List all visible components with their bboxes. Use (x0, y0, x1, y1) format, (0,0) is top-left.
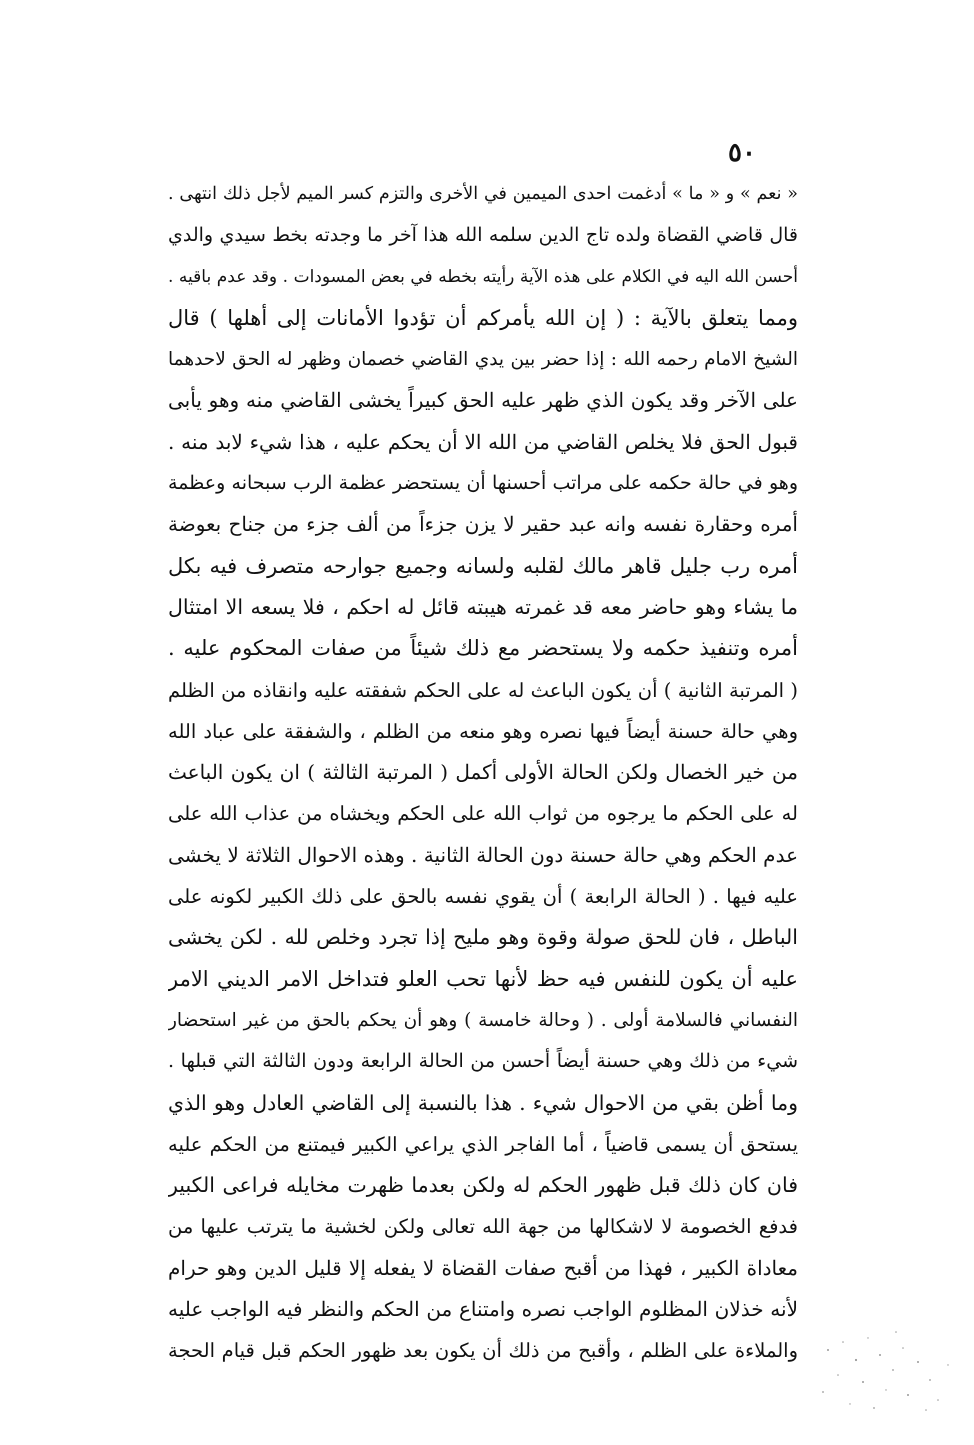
text-line: ما يشاء وهو حاضر معه قد غمرته هيبته قائل له احكم ، فلا يسعه الا امتثال (168, 594, 798, 619)
text-line: ومما يتعلق بالآية : ( إن الله يأمركم أن تؤدوا الأمانات إلى أهلها ) قال (168, 305, 798, 330)
text-line: قبول الحق فلا يخلص القاضي من الله الا أن يحكم عليه ، هذا شيء لابد منه . (168, 429, 798, 454)
text-line: فان كان ذلك قبل ظهور الحكم له ولكن بعدما ظهرت مخايله فراعى الكبير (168, 1173, 798, 1198)
text-line: النفساني فالسلامة أولى . ( وحالة خامسة ) وهو أن يحكم بالحق من غير استحضار (168, 1009, 798, 1031)
page-number: ٥٠ (728, 138, 756, 168)
text-line: شيء من ذلك وهي حسنة أيضاً أحسن من الحالة الرابعة ودون الثالثة التي قبلها . (168, 1050, 798, 1073)
text-line: عليه فيها . ( الحالة الرابعة ) أن يقوي نفسه بالحق على ذلك الكبير لكونه على (168, 885, 798, 909)
text-line: معاداة الكبير ، فهذا من أقبح صفات القضاة لا يفعله إلا قليل الدين وهو حرام (168, 1255, 798, 1280)
text-line: وما أظن بقي من الاحوال شيء . هذا بالنسبة إلى القاضي العادل وهو الذي (168, 1090, 798, 1115)
text-line: له على الحكم ما يرجوه من ثواب الله على الحكم ويخشاه من عذاب الله على (168, 802, 798, 826)
text-line: لأنه خذلان المظلوم الواجب نصره وامتناع من الحكم والنظر فيه الواجب عليه (168, 1297, 798, 1322)
text-line: وهي حالة حسنة أيضاً فيها نصره وهو منعه من الظلم ، والشفقة على عباد الله (168, 719, 798, 743)
text-line: أحسن الله اليه في الكلام على هذه الآية رأيته بخطه في بعض المسودات . وقد عدم باقيه . (168, 266, 798, 287)
text-line: أمره وحقارة نفسه وانه عبد حقير لا يزن جزءاً من ألف جزء من جناح بعوضة (168, 512, 798, 537)
text-line: والملاءة على الظلم ، وأقبح من ذلك أن يكون بعد ظهور الحكم قبل قيام الحجة (168, 1339, 798, 1363)
text-line: من خير الخصال ولكن الحالة الأولى أكمل ( المرتبة الثالثة ) ان يكون الباعث (168, 760, 798, 785)
text-line: عليه أن يكون للنفس فيه حظ لأنها تحب العلو فتداخل الامر الديني الامر (168, 966, 798, 991)
body-text (168, 174, 798, 1372)
text-line: فدفع الخصومة لا لاشكالها من جهة الله تعالى ولكن لخشية ما يترتب عليها من (168, 1215, 798, 1239)
text-line: الشيخ الامام رحمه الله : إذا حضر بين يدي القاضي خصمان وظهر له الحق لاحدهما (168, 349, 798, 371)
scan-noise-speckle (808, 1320, 958, 1420)
text-line: ( المرتبة الثانية ) أن يكون الباعث له على الحكم شفقته عليه وانقاذه من الظلم (168, 678, 798, 702)
text-line: عدم الحكم وهي حالة حسنة دون الحالة الثانية . وهذه الاحوال الثلاثة لا يخشى (168, 842, 798, 867)
text-line: أمره رب جليل قاهر مالك لقلبه ولسانه وجميع جوارحه متصرف فيه بكل (168, 553, 798, 578)
text-line: على الآخر وقد يكون الذي ظهر عليه الحق كبيراً يخشى القاضي منه وهو يأبى (168, 388, 798, 413)
text-line: قال قاضي القضاة ولده تاج الدين سلمه الله هذا آخر ما وجدته بخط سيدي والدي (168, 224, 798, 247)
text-line: الباطل ، فان للحق صولة وقوة وهو مليح إذا تجرد وخلص لله . لكن يخشى (168, 925, 798, 950)
text-line: « نعم » و « ما » أدغمت احدى الميمين في الأخرى والتزم كسر الميم لأجل ذلك انتهى . (168, 184, 798, 204)
text-line: أمره وتنفيذ حكمه ولا يستحضر مع ذلك شيئاً من صفات المحكوم عليه . (168, 636, 798, 661)
text-line: يستحق أن يسمى قاضياً ، أما الفاجر الذي يراعي الكبير فيمتنع من الحكم عليه (168, 1132, 798, 1156)
text-line: وهو في حالة حكمه على مراتب أحسنها أن يستحضر عظمة الرب سبحانه وعظمة (168, 472, 798, 495)
